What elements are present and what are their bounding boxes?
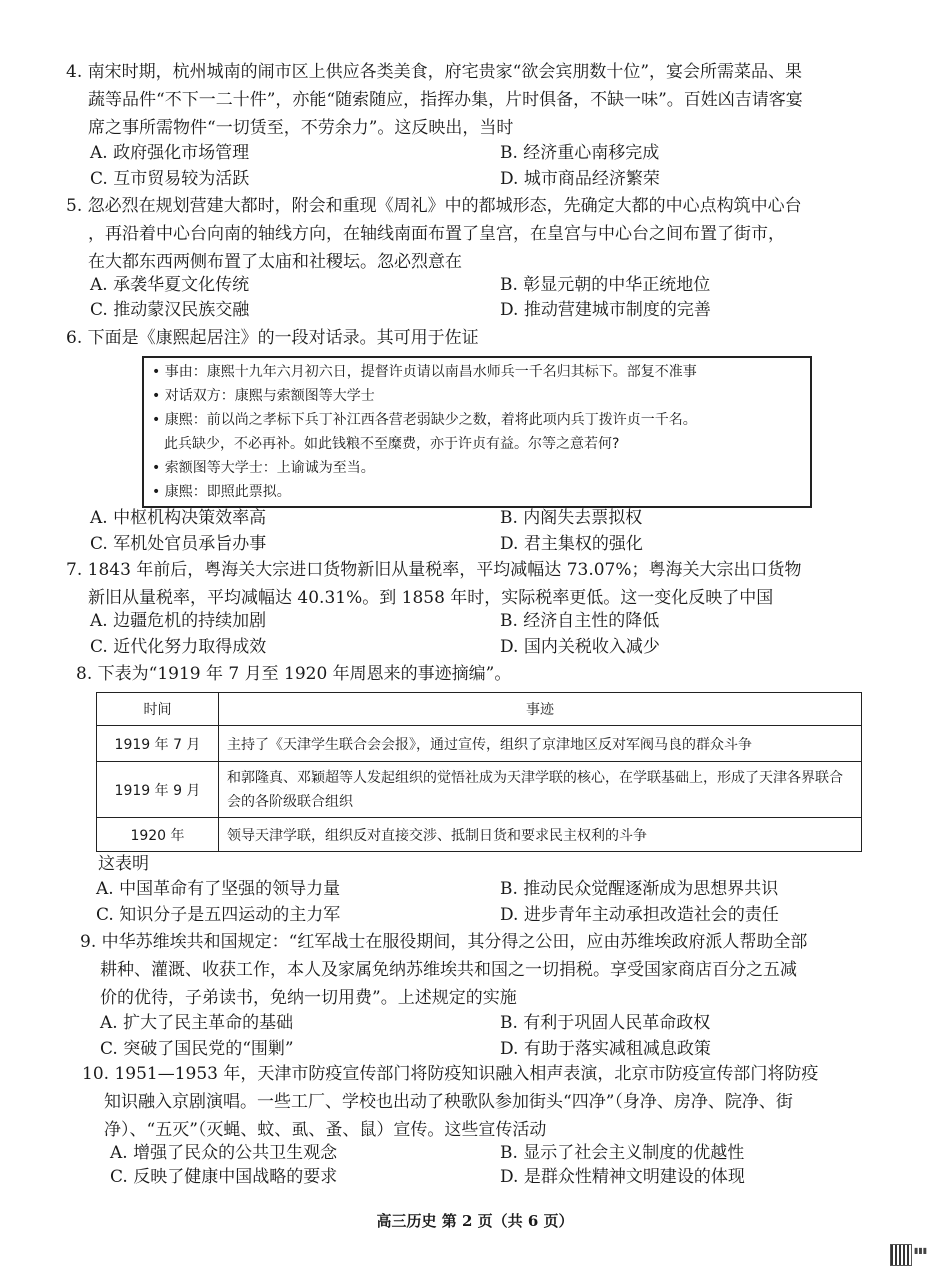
question-8-conclusion: 这表明: [98, 854, 149, 874]
stem-line: 9. 中华苏维埃共和国规定：“红军战士在服役期间，其分得之公田，应由苏维埃政府派人帮助全部: [80, 932, 808, 952]
option-c: C. 近代化努力取得成效: [90, 637, 267, 657]
question-5-stem: [66, 192, 802, 276]
stem-line: 蔬等品件“不下一二十件”，亦能“随索随应，指挥办集，片时俱备，不缺一味”。百姓凶吉请客宴: [88, 90, 803, 110]
dialogue-line: • 事由：康熙十九年六月初六日，提督许贞请以南昌水师兵一千名归其标下。部复不准事: [152, 364, 697, 380]
option-b: B. 经济自主性的降低: [500, 611, 660, 631]
option-c: C. 知识分子是五四运动的主力军: [96, 905, 341, 925]
option-a: A. 增强了民众的公共卫生观念: [110, 1143, 338, 1163]
stem-line: 耕种、灌溉、收获工作，本人及家属免纳苏维埃共和国之一切捐税。享受国家商店百分之五减: [100, 960, 797, 980]
option-a: A. 中枢机构决策效率高: [90, 508, 267, 528]
option-c: C. 互市贸易较为活跃: [90, 169, 250, 189]
question-4-stem: [66, 58, 803, 142]
stem-line: 6. 下面是《康熙起居注》的一段对话录。其可用于佐证: [66, 328, 479, 348]
question-7-stem: [66, 556, 802, 612]
option-d: D. 推动营建城市制度的完善: [500, 300, 711, 320]
dialogue-line: • 对话双方：康熙与索额图等大学士: [152, 388, 375, 404]
stem-line: 5. 忽必烈在规划营建大都时，附会和重现《周礼》中的都城形态，先确定大都的中心点构筑中心台: [66, 196, 802, 216]
option-b: B. 彰显元朝的中华正统地位: [500, 275, 711, 295]
stem-line: ，再沿着中心台向南的轴线方向，在轴线南面布置了皇宫，在皇宫与中心台之间布置了街市，: [88, 224, 785, 244]
cell-event: 和郭隆真、邓颖超等人发起组织的觉悟社成为天津学联的核心，在学联基础上，形成了天津各界联合会的各阶级联合组织: [219, 762, 862, 818]
header-time: 时间: [97, 693, 219, 726]
option-a: A. 中国革命有了坚强的领导力量: [96, 879, 341, 899]
stem-line: 7. 1843 年前后，粤海关大宗进口货物新旧从量税率，平均减幅达 73.07%；粤海关大宗出口货物: [66, 560, 802, 580]
table-header-row: [97, 693, 862, 726]
stem-line: 8. 下表为“1919 年 7 月至 1920 年周恩来的事迹摘编”。: [76, 664, 512, 684]
question-8-stem: [76, 660, 511, 688]
question-9-stem: [80, 928, 807, 1012]
question-6-stem: [66, 324, 479, 352]
option-d: D. 君主集权的强化: [500, 534, 643, 554]
option-b: B. 有利于巩固人民革命政权: [500, 1013, 711, 1033]
option-d: D. 有助于落实减租减息政策: [500, 1039, 711, 1059]
stem-line: 席之事所需物件“一切赁至，不劳余力”。这反映出，当时: [88, 118, 514, 138]
stem-line: 知识融入京剧演唱。一些工厂、学校也出动了秧歌队参加街头“四净”（身净、房净、院净、街: [104, 1092, 793, 1112]
stem-line: 在大都东西两侧布置了太庙和社稷坛。忽必烈意在: [88, 252, 462, 272]
option-c: C. 反映了健康中国战略的要求: [110, 1167, 338, 1187]
table-row: [97, 818, 862, 852]
qr-code-icon: [890, 1244, 912, 1266]
question-10-stem: [82, 1060, 818, 1144]
cell-event: 主持了《天津学生联合会会报》，通过宣传，组织了京津地区反对军阀马良的群众斗争: [219, 726, 862, 762]
stem-line: 10. 1951—1953 年，天津市防疫宣传部门将防疫知识融入相声表演，北京市防疫宣传部门将防疫: [82, 1064, 819, 1084]
cell-time: 1919 年 9 月: [97, 762, 219, 818]
option-b: B. 经济重心南移完成: [500, 143, 660, 163]
option-b: B. 内阁失去票拟权: [500, 508, 643, 528]
option-d: D. 进步青年主动承担改造社会的责任: [500, 905, 779, 925]
table-row: [97, 762, 862, 818]
cell-time: 1920 年: [97, 818, 219, 852]
option-c: C. 军机处官员承旨办事: [90, 534, 267, 554]
table-row: [97, 726, 862, 762]
stem-line: 4. 南宋时期，杭州城南的闹市区上供应各类美食，府宅贵家“欲会宾朋数十位”，宴会所需菜品、果: [66, 62, 803, 82]
page-footer: 高三历史 第 2 页（共 6 页）: [376, 1212, 574, 1230]
cell-time: 1919 年 7 月: [97, 726, 219, 762]
scanner-watermark: ▮▮▮: [914, 1246, 928, 1255]
option-a: A. 承袭华夏文化传统: [90, 275, 250, 295]
option-d: D. 是群众性精神文明建设的体现: [500, 1167, 745, 1187]
dialogue-line: • 索额图等大学士：上谕诚为至当。: [152, 460, 375, 476]
option-d: D. 城市商品经济繁荣: [500, 169, 660, 189]
dialogue-line: • 康熙：即照此票拟。: [152, 484, 291, 500]
option-a: A. 政府强化市场管理: [90, 143, 250, 163]
dialogue-box: [142, 356, 812, 508]
option-b: B. 推动民众觉醒逐渐成为思想界共识: [500, 879, 779, 899]
stem-line: 新旧从量税率，平均减幅达 40.31%。到 1858 年时，实际税率更低。这一变化反映了中国: [88, 588, 774, 608]
option-c: C. 推动蒙汉民族交融: [90, 300, 250, 320]
header-events: 事迹: [219, 693, 862, 726]
cell-event: 领导天津学联，组织反对直接交涉、抵制日货和要求民主权利的斗争: [219, 818, 862, 852]
option-d: D. 国内关税收入减少: [500, 637, 660, 657]
option-b: B. 显示了社会主义制度的优越性: [500, 1143, 745, 1163]
option-c: C. 突破了国民党的“围剿”: [100, 1039, 294, 1059]
events-table: [96, 692, 862, 852]
stem-line: 净）、“五灭”（灭蝇、蚊、虱、蚤、鼠）宣传。这些宣传活动: [104, 1120, 547, 1140]
dialogue-line: • 康熙：前以尚之孝标下兵丁补江西各营老弱缺少之数，着将此项内兵丁拨许贞一千名。: [152, 412, 697, 428]
stem-line: 价的优待，子弟读书，免纳一切用费”。上述规定的实施: [100, 988, 517, 1008]
dialogue-line: 此兵缺少，不必再补。如此钱粮不至糜费，亦于许贞有益。尔等之意若何?: [164, 436, 620, 452]
option-a: A. 扩大了民主革命的基础: [100, 1013, 294, 1033]
option-a: A. 边疆危机的持续加剧: [90, 611, 267, 631]
